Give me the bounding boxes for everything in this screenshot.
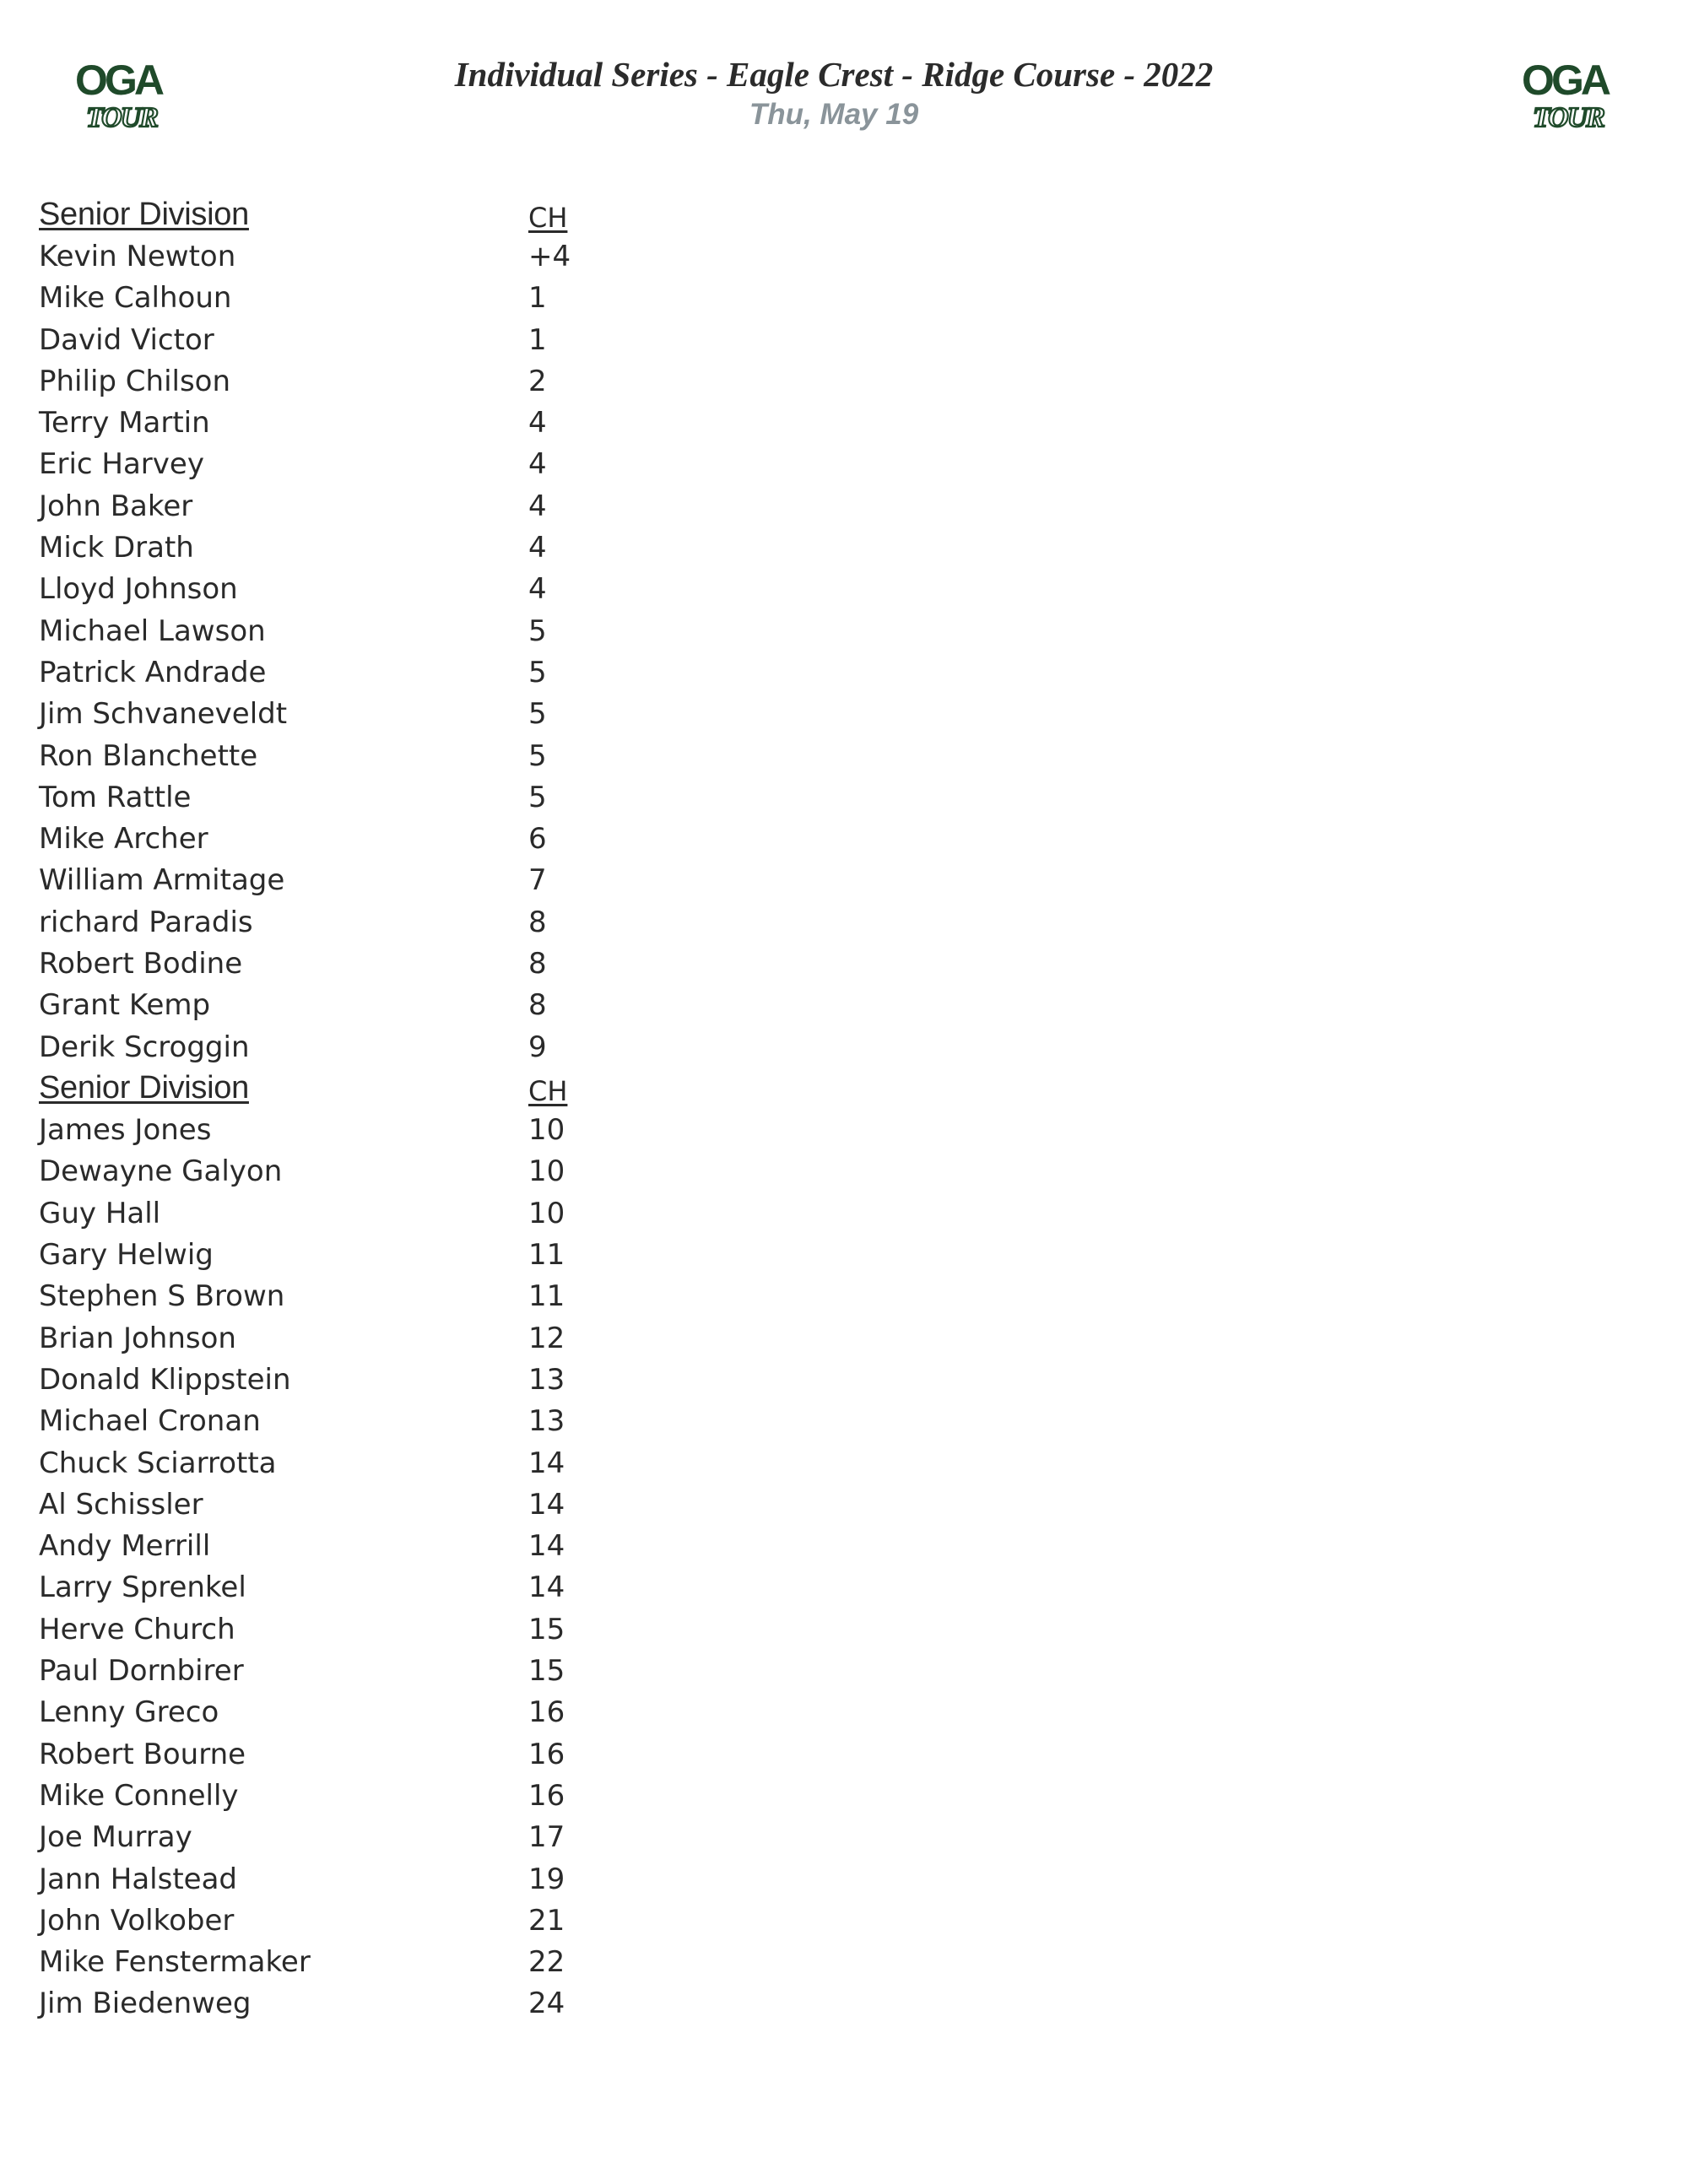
- player-course-handicap: 14: [528, 1570, 565, 1605]
- player-course-handicap: 8: [528, 946, 547, 981]
- player-course-handicap: 15: [528, 1612, 565, 1646]
- player-row: [39, 319, 798, 360]
- player-name: Eric Harvey: [39, 447, 204, 482]
- player-row: [39, 1775, 798, 1816]
- player-course-handicap: 15: [528, 1654, 565, 1689]
- player-row: [39, 985, 798, 1026]
- logo-text-bottom: TOUR: [1533, 102, 1604, 133]
- player-course-handicap: 4: [528, 531, 547, 565]
- player-course-handicap: 5: [528, 780, 547, 814]
- player-row: [39, 1983, 798, 2025]
- player-name: Lloyd Johnson: [39, 572, 238, 607]
- player-row: [39, 901, 798, 943]
- player-course-handicap: 5: [528, 697, 547, 732]
- player-course-handicap: 13: [528, 1362, 565, 1397]
- player-name: Mike Archer: [39, 822, 208, 857]
- player-row: [39, 1276, 798, 1317]
- player-row: [39, 1317, 798, 1359]
- player-row: [39, 278, 798, 319]
- player-row: [39, 1401, 798, 1442]
- player-course-handicap: +4: [528, 239, 571, 273]
- player-course-handicap: 24: [528, 1987, 565, 2021]
- player-course-handicap: 17: [528, 1820, 565, 1855]
- player-row: [39, 1650, 798, 1691]
- player-name: John Volkober: [39, 1903, 235, 1938]
- player-course-handicap: 16: [528, 1695, 565, 1730]
- player-course-handicap: 4: [528, 572, 547, 607]
- player-name: Robert Bourne: [39, 1737, 246, 1771]
- player-name: Larry Sprenkel: [39, 1570, 246, 1605]
- player-course-handicap: 8: [528, 988, 547, 1023]
- player-row: [39, 402, 798, 443]
- player-name: Terry Martin: [39, 406, 210, 441]
- player-name: Tom Rattle: [39, 780, 192, 814]
- player-row: [39, 694, 798, 735]
- logo-text-top: OGA: [75, 57, 161, 104]
- player-course-handicap: 19: [528, 1862, 565, 1896]
- player-row: [39, 1359, 798, 1400]
- player-course-handicap: 11: [528, 1238, 565, 1273]
- player-row: [39, 444, 798, 485]
- division-header-row: [39, 194, 798, 235]
- player-roster: [39, 194, 798, 2025]
- division-header-row: [39, 1068, 798, 1109]
- player-course-handicap: 4: [528, 489, 547, 523]
- player-name: Kevin Newton: [39, 239, 236, 273]
- division-label: Senior Division: [39, 1070, 249, 1106]
- player-row: [39, 1442, 798, 1484]
- player-row: [39, 735, 798, 776]
- player-name: Stephen S Brown: [39, 1279, 285, 1314]
- logo-text-bottom: TOUR: [86, 102, 157, 133]
- player-course-handicap: 12: [528, 1321, 565, 1355]
- player-row: [39, 569, 798, 610]
- player-name: Chuck Sciarrotta: [39, 1446, 277, 1480]
- player-row: [39, 527, 798, 568]
- document-title: Individual Series - Eagle Crest - Ridge Course - 2022: [454, 55, 1214, 94]
- player-course-handicap: 4: [528, 406, 547, 441]
- player-course-handicap: 2: [528, 364, 547, 398]
- player-course-handicap: 13: [528, 1404, 565, 1439]
- player-course-handicap: 8: [528, 905, 547, 939]
- ch-column-header: CH: [528, 1074, 568, 1107]
- player-name: richard Paradis: [39, 905, 253, 939]
- division-label: Senior Division: [39, 197, 249, 233]
- player-course-handicap: 11: [528, 1279, 565, 1314]
- player-course-handicap: 16: [528, 1778, 565, 1813]
- player-name: Grant Kemp: [39, 988, 211, 1023]
- player-name: Lenny Greco: [39, 1695, 219, 1730]
- player-course-handicap: 14: [528, 1529, 565, 1564]
- player-course-handicap: 5: [528, 655, 547, 689]
- player-row: [39, 1526, 798, 1567]
- player-name: Jim Schvaneveldt: [39, 697, 288, 732]
- player-row: [39, 651, 798, 693]
- player-name: James Jones: [39, 1113, 212, 1148]
- player-course-handicap: 5: [528, 738, 547, 773]
- player-name: Patrick Andrade: [39, 655, 267, 689]
- player-course-handicap: 14: [528, 1446, 565, 1480]
- player-row: [39, 860, 798, 901]
- player-course-handicap: 6: [528, 822, 547, 857]
- player-row: [39, 485, 798, 527]
- player-name: Donald Klippstein: [39, 1362, 291, 1397]
- player-name: Mike Calhoun: [39, 281, 232, 316]
- player-name: Guy Hall: [39, 1196, 161, 1230]
- player-course-handicap: 10: [528, 1154, 565, 1189]
- player-name: Mike Fenstermaker: [39, 1945, 311, 1980]
- division-section: [39, 194, 798, 1068]
- player-row: [39, 1567, 798, 1608]
- player-course-handicap: 5: [528, 614, 547, 648]
- player-row: [39, 1941, 798, 1982]
- player-row: [39, 776, 798, 818]
- player-course-handicap: 16: [528, 1737, 565, 1771]
- player-name: William Armitage: [39, 863, 285, 898]
- player-course-handicap: 10: [528, 1196, 565, 1230]
- player-name: Brian Johnson: [39, 1321, 236, 1355]
- player-name: Andy Merrill: [39, 1529, 211, 1564]
- player-name: Jim Biedenweg: [39, 1987, 252, 2021]
- player-course-handicap: 7: [528, 863, 547, 898]
- player-course-handicap: 1: [528, 322, 547, 357]
- player-row: [39, 1733, 798, 1775]
- player-name: Derik Scroggin: [39, 1030, 250, 1064]
- player-course-handicap: 22: [528, 1945, 565, 1980]
- player-name: David Victor: [39, 322, 214, 357]
- player-name: Herve Church: [39, 1612, 235, 1646]
- player-row: [39, 1151, 798, 1192]
- event-date: Thu, May 19: [749, 98, 919, 131]
- player-name: Philip Chilson: [39, 364, 231, 398]
- player-name: John Baker: [39, 489, 193, 523]
- player-name: Al Schissler: [39, 1487, 203, 1522]
- player-name: Robert Bodine: [39, 946, 243, 981]
- ch-column-header: CH: [528, 201, 568, 234]
- player-row: [39, 1484, 798, 1525]
- player-row: [39, 610, 798, 651]
- player-row: [39, 1608, 798, 1650]
- player-row: [39, 818, 798, 859]
- player-name: Ron Blanchette: [39, 738, 258, 773]
- player-course-handicap: 4: [528, 447, 547, 482]
- player-row: [39, 1692, 798, 1733]
- player-name: Gary Helwig: [39, 1238, 214, 1273]
- player-name: Joe Murray: [39, 1820, 192, 1855]
- player-row: [39, 1234, 798, 1275]
- player-row: [39, 1110, 798, 1151]
- division-section: [39, 1068, 798, 2025]
- player-row: [39, 360, 798, 402]
- player-row: [39, 1192, 798, 1234]
- player-name: Paul Dornbirer: [39, 1654, 244, 1689]
- player-name: Mick Drath: [39, 531, 194, 565]
- player-row: [39, 235, 798, 277]
- player-row: [39, 1858, 798, 1900]
- player-course-handicap: 21: [528, 1903, 565, 1938]
- player-course-handicap: 9: [528, 1030, 547, 1064]
- player-name: Michael Lawson: [39, 614, 266, 648]
- player-row: [39, 1026, 798, 1068]
- player-course-handicap: 10: [528, 1113, 565, 1148]
- player-row: [39, 943, 798, 984]
- player-name: Mike Connelly: [39, 1778, 239, 1813]
- player-row: [39, 1817, 798, 1858]
- logo-text-top: OGA: [1522, 57, 1608, 104]
- player-row: [39, 1900, 798, 1941]
- player-name: Dewayne Galyon: [39, 1154, 283, 1189]
- player-name: Jann Halstead: [39, 1862, 237, 1896]
- player-name: Michael Cronan: [39, 1404, 261, 1439]
- player-course-handicap: 14: [528, 1487, 565, 1522]
- player-course-handicap: 1: [528, 281, 547, 316]
